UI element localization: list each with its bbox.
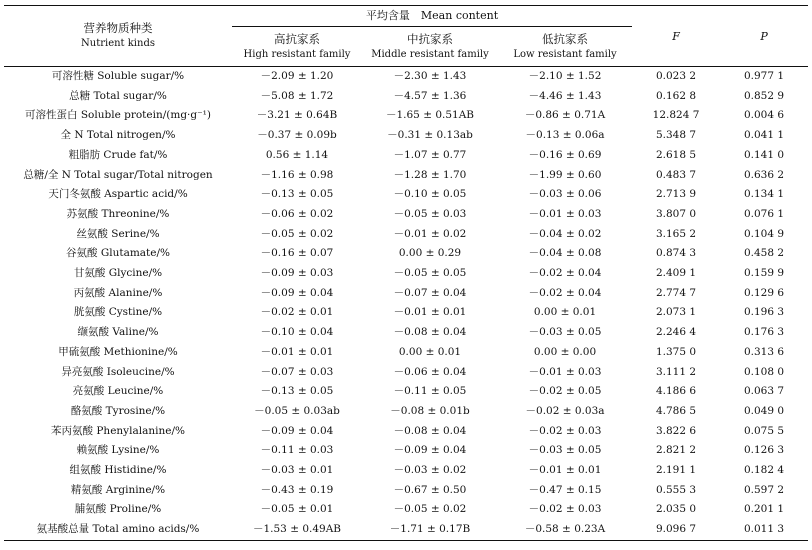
nutrient-table-container [4, 5, 808, 541]
low-resistant-cell: －1.99 ± 0.60 [528, 168, 602, 181]
nutrient-name-cell: 亮氨酸 Leucine/% [72, 385, 164, 398]
high-resistant-cell: －0.03 ± 0.01 [260, 464, 334, 477]
table-row [4, 303, 808, 323]
high-resistant-cell: －0.16 ± 0.07 [260, 247, 334, 260]
high-resistant-cell: －0.09 ± 0.04 [260, 286, 334, 299]
f-value-cell: 2.409 1 [655, 267, 697, 280]
f-value-cell: 12.824 7 [652, 109, 700, 122]
p-value-cell: 0.049 0 [743, 404, 785, 417]
low-resistant-cell: －0.16 ± 0.69 [528, 148, 602, 161]
middle-resistant-cell: －0.09 ± 0.04 [393, 444, 467, 457]
f-value-cell: 2.073 1 [655, 306, 697, 319]
low-resistant-cell: －0.04 ± 0.08 [528, 247, 602, 260]
high-resistant-header [232, 27, 362, 67]
high-resistant-cell: －0.37 ± 0.09b [257, 129, 337, 142]
p-value-cell: 0.011 3 [743, 523, 785, 536]
nutrient-name-cell: 苏氨酸 Threonine/% [66, 207, 170, 220]
f-value-cell: 3.807 0 [655, 207, 697, 220]
middle-resistant-cell: －0.10 ± 0.05 [393, 188, 467, 201]
p-value-cell: 0.129 6 [743, 286, 785, 299]
nutrient-name-cell: 谷氨酸 Glutamate/% [66, 247, 170, 260]
p-value-cell: 0.041 1 [743, 129, 785, 142]
nutrient-kinds-en: Nutrient kinds [81, 38, 155, 49]
high-resistant-cell: －0.43 ± 0.19 [260, 483, 334, 496]
high-resistant-cell: －0.06 ± 0.02 [260, 207, 334, 220]
middle-resistant-cell: －0.05 ± 0.03 [393, 207, 467, 220]
table-row [4, 363, 808, 383]
low-resistant-cell: －0.02 ± 0.03 [528, 503, 602, 516]
low-resistant-cell: －0.01 ± 0.03 [528, 365, 602, 378]
table-row [4, 264, 808, 284]
low-resistant-cell: －0.02 ± 0.03 [528, 424, 602, 437]
f-value-cell: 1.375 0 [655, 345, 697, 358]
low-resistant-cell: －0.58 ± 0.23A [524, 523, 606, 536]
p-value-cell: 0.126 3 [743, 444, 785, 457]
nutrient-name-cell: 酪氨酸 Tyrosine/% [70, 404, 166, 417]
low-resistant-zh: 低抗家系 [542, 31, 589, 46]
p-value-cell: 0.182 4 [743, 464, 785, 477]
high-resistant-cell: 0.56 ± 1.14 [265, 148, 329, 161]
table-row [4, 461, 808, 481]
table-row [4, 244, 808, 264]
nutrient-name-cell: 可溶性蛋白 Soluble protein/(mg·g⁻¹) [25, 109, 211, 122]
table-row [4, 106, 808, 126]
f-value-cell: 4.786 5 [655, 404, 697, 417]
table-row [4, 441, 808, 461]
middle-resistant-cell: －0.08 ± 0.01b [390, 404, 470, 417]
table-row [4, 481, 808, 501]
f-value-cell: 3.822 6 [655, 424, 697, 437]
high-resistant-cell: －0.11 ± 0.03 [260, 444, 334, 457]
middle-resistant-cell: －4.57 ± 1.36 [393, 89, 467, 102]
nutrient-kinds-header [4, 6, 232, 67]
table-row [4, 402, 808, 422]
high-resistant-cell: －0.10 ± 0.04 [260, 326, 334, 339]
nutrient-name-cell: 天门冬氨酸 Aspartic acid/% [48, 188, 188, 201]
middle-resistant-cell: －2.30 ± 1.43 [393, 70, 467, 82]
nutrient-name-cell: 氨基酸总量 Total amino acids/% [36, 523, 200, 536]
f-value-cell: 2.191 1 [655, 464, 697, 477]
p-header [720, 6, 808, 67]
middle-resistant-cell: －0.67 ± 0.50 [393, 483, 467, 496]
high-resistant-en: High resistant family [243, 48, 351, 60]
nutrient-name-cell: 全 N Total nitrogen/% [60, 129, 176, 142]
low-resistant-cell: 0.00 ± 0.01 [533, 306, 597, 319]
mean-content-header: 平均含量 Mean content [232, 6, 632, 27]
table-row [4, 382, 808, 402]
p-value-cell: 0.977 1 [743, 70, 785, 82]
low-resistant-cell: －0.03 ± 0.05 [528, 444, 602, 457]
nutrient-name-cell: 异亮氨酸 Isoleucine/% [61, 365, 175, 378]
low-resistant-cell: －0.02 ± 0.04 [528, 286, 602, 299]
p-value-cell: 0.141 0 [743, 148, 785, 161]
p-value-cell: 0.458 2 [743, 247, 785, 260]
low-resistant-cell: －0.04 ± 0.02 [528, 227, 602, 240]
high-resistant-cell: －0.13 ± 0.05 [260, 385, 334, 398]
middle-resistant-cell: －1.71 ± 0.17B [389, 523, 471, 536]
table-row [4, 500, 808, 520]
low-resistant-cell: －2.10 ± 1.52 [528, 70, 602, 82]
low-resistant-cell: －0.02 ± 0.03a [525, 404, 605, 417]
middle-resistant-zh: 中抗家系 [407, 31, 453, 46]
middle-resistant-cell: －0.01 ± 0.02 [393, 227, 467, 240]
table-row [4, 166, 808, 186]
high-resistant-cell: －0.09 ± 0.04 [260, 424, 334, 437]
f-value-cell: 2.821 2 [655, 444, 697, 457]
f-value-cell: 0.023 2 [655, 70, 697, 82]
low-resistant-cell: －4.46 ± 1.43 [528, 89, 602, 102]
p-value-cell: 0.636 2 [743, 168, 785, 181]
table-row [4, 185, 808, 205]
high-resistant-cell: －2.09 ± 1.20 [260, 70, 334, 82]
p-value-cell: 0.104 9 [743, 227, 785, 240]
high-resistant-cell: －3.21 ± 0.64B [256, 109, 338, 122]
p-value-cell: 0.063 7 [743, 385, 785, 398]
nutrient-name-cell: 可溶性糖 Soluble sugar/% [51, 70, 185, 82]
f-value-cell: 3.165 2 [655, 227, 697, 240]
f-value-cell: 3.111 2 [655, 365, 697, 378]
nutrient-name-cell: 精氨酸 Arginine/% [70, 483, 166, 496]
middle-resistant-cell: －0.07 ± 0.04 [393, 286, 467, 299]
f-value-cell: 0.162 8 [655, 89, 697, 102]
p-value-cell: 0.597 2 [743, 483, 785, 496]
p-value-cell: 0.201 1 [743, 503, 785, 516]
middle-resistant-cell: －0.03 ± 0.02 [393, 464, 467, 477]
middle-resistant-cell: －0.05 ± 0.02 [393, 503, 467, 516]
f-value-cell: 9.096 7 [655, 523, 697, 536]
nutrient-table [4, 5, 808, 541]
middle-resistant-cell: －0.05 ± 0.05 [393, 267, 467, 280]
middle-resistant-en: Middle resistant family [371, 48, 489, 60]
middle-resistant-cell: －1.28 ± 1.70 [393, 168, 467, 181]
middle-resistant-cell: －0.01 ± 0.01 [393, 306, 467, 319]
p-value-cell: 0.108 0 [743, 365, 785, 378]
nutrient-name-cell: 丙氨酸 Alanine/% [73, 286, 163, 299]
high-resistant-zh: 高抗家系 [274, 31, 320, 46]
low-resistant-cell: －0.01 ± 0.01 [528, 464, 602, 477]
high-resistant-cell: －0.01 ± 0.01 [260, 345, 334, 358]
low-resistant-cell: －0.01 ± 0.03 [528, 207, 602, 220]
low-resistant-en: Low resistant family [513, 48, 617, 60]
f-header [632, 6, 720, 67]
nutrient-name-cell: 组氨酸 Histidine/% [69, 464, 167, 477]
high-resistant-cell: －0.02 ± 0.01 [260, 306, 334, 319]
p-value-cell: 0.313 6 [743, 345, 785, 358]
low-resistant-cell: 0.00 ± 0.00 [533, 345, 597, 358]
table-body [4, 67, 808, 541]
f-value-cell: 0.483 7 [655, 168, 697, 181]
f-value-cell: 2.618 5 [655, 148, 697, 161]
nutrient-name-cell: 总糖/全 N Total sugar/Total nitrogen [23, 168, 213, 181]
table-row [4, 67, 808, 87]
high-resistant-cell: －5.08 ± 1.72 [260, 89, 334, 102]
nutrient-name-cell: 苯丙氨酸 Phenylalanine/% [51, 424, 185, 437]
low-resistant-cell: －0.47 ± 0.15 [528, 483, 602, 496]
middle-resistant-cell: －0.08 ± 0.04 [393, 326, 467, 339]
high-resistant-cell: －0.13 ± 0.05 [260, 188, 334, 201]
nutrient-name-cell: 甲硫氨酸 Methionine/% [58, 345, 178, 358]
low-resistant-cell: －0.03 ± 0.06 [528, 188, 602, 201]
table-row [4, 87, 808, 107]
nutrient-name-cell: 脯氨酸 Proline/% [74, 503, 162, 516]
p-value-cell: 0.196 3 [743, 306, 785, 319]
nutrient-name-cell: 赖氨酸 Lysine/% [76, 444, 160, 457]
f-value-cell: 0.874 3 [655, 247, 697, 260]
low-resistant-header [498, 27, 632, 67]
high-resistant-cell: －1.16 ± 0.98 [260, 168, 334, 181]
nutrient-kinds-zh: 营养物质种类 [83, 21, 153, 35]
high-resistant-cell: －0.05 ± 0.02 [260, 227, 334, 240]
p-value-cell: 0.004 6 [743, 109, 785, 122]
table-row [4, 146, 808, 166]
middle-resistant-cell: 0.00 ± 0.29 [398, 247, 462, 260]
table-row [4, 323, 808, 343]
middle-resistant-cell: －0.31 ± 0.13ab [387, 129, 473, 142]
high-resistant-cell: －1.53 ± 0.49AB [252, 523, 342, 536]
table-row [4, 520, 808, 540]
high-resistant-cell: －0.07 ± 0.03 [260, 365, 334, 378]
f-value-cell: 2.713 9 [655, 188, 697, 201]
table-row [4, 205, 808, 225]
f-value-cell: 2.774 7 [655, 286, 697, 299]
low-resistant-cell: －0.03 ± 0.05 [528, 326, 602, 339]
low-resistant-cell: －0.13 ± 0.06a [525, 129, 605, 142]
p-value-cell: 0.076 1 [743, 207, 785, 220]
middle-resistant-cell: －0.06 ± 0.04 [393, 365, 467, 378]
middle-resistant-cell: －1.65 ± 0.51AB [385, 109, 475, 122]
nutrient-name-cell: 总糖 Total sugar/% [69, 89, 167, 102]
f-value-cell: 5.348 7 [655, 129, 697, 142]
high-resistant-cell: －0.05 ± 0.03ab [254, 404, 340, 417]
p-value-cell: 0.075 5 [743, 424, 785, 437]
nutrient-name-cell: 粗脂肪 Crude fat/% [68, 148, 168, 161]
p-value-cell: 0.134 1 [743, 188, 785, 201]
middle-resistant-cell: －0.11 ± 0.05 [393, 385, 467, 398]
f-value-cell: 0.555 3 [655, 483, 697, 496]
f-label: F [672, 29, 680, 43]
nutrient-name-cell: 缬氨酸 Valine/% [77, 326, 159, 339]
low-resistant-cell: －0.02 ± 0.05 [528, 385, 602, 398]
table-header [4, 6, 808, 67]
nutrient-name-cell: 甘氨酸 Glycine/% [73, 267, 163, 280]
p-value-cell: 0.159 9 [743, 267, 785, 280]
nutrient-name-cell: 胱氨酸 Cystine/% [73, 306, 163, 319]
high-resistant-cell: －0.09 ± 0.03 [260, 267, 334, 280]
table-row [4, 343, 808, 363]
middle-resistant-cell: －0.08 ± 0.04 [393, 424, 467, 437]
nutrient-name-cell: 丝氨酸 Serine/% [76, 227, 160, 240]
middle-resistant-cell: －1.07 ± 0.77 [393, 148, 467, 161]
f-value-cell: 2.246 4 [655, 326, 697, 339]
table-row [4, 225, 808, 245]
low-resistant-cell: －0.02 ± 0.04 [528, 267, 602, 280]
f-value-cell: 4.186 6 [655, 385, 697, 398]
f-value-cell: 2.035 0 [655, 503, 697, 516]
p-label: P [760, 29, 768, 43]
middle-resistant-cell: 0.00 ± 0.01 [398, 345, 462, 358]
table-row [4, 284, 808, 304]
p-value-cell: 0.176 3 [743, 326, 785, 339]
high-resistant-cell: －0.05 ± 0.01 [260, 503, 334, 516]
table-row [4, 126, 808, 146]
table-row [4, 422, 808, 442]
middle-resistant-header [362, 27, 498, 67]
p-value-cell: 0.852 9 [743, 89, 785, 102]
low-resistant-cell: －0.86 ± 0.71A [524, 109, 606, 122]
